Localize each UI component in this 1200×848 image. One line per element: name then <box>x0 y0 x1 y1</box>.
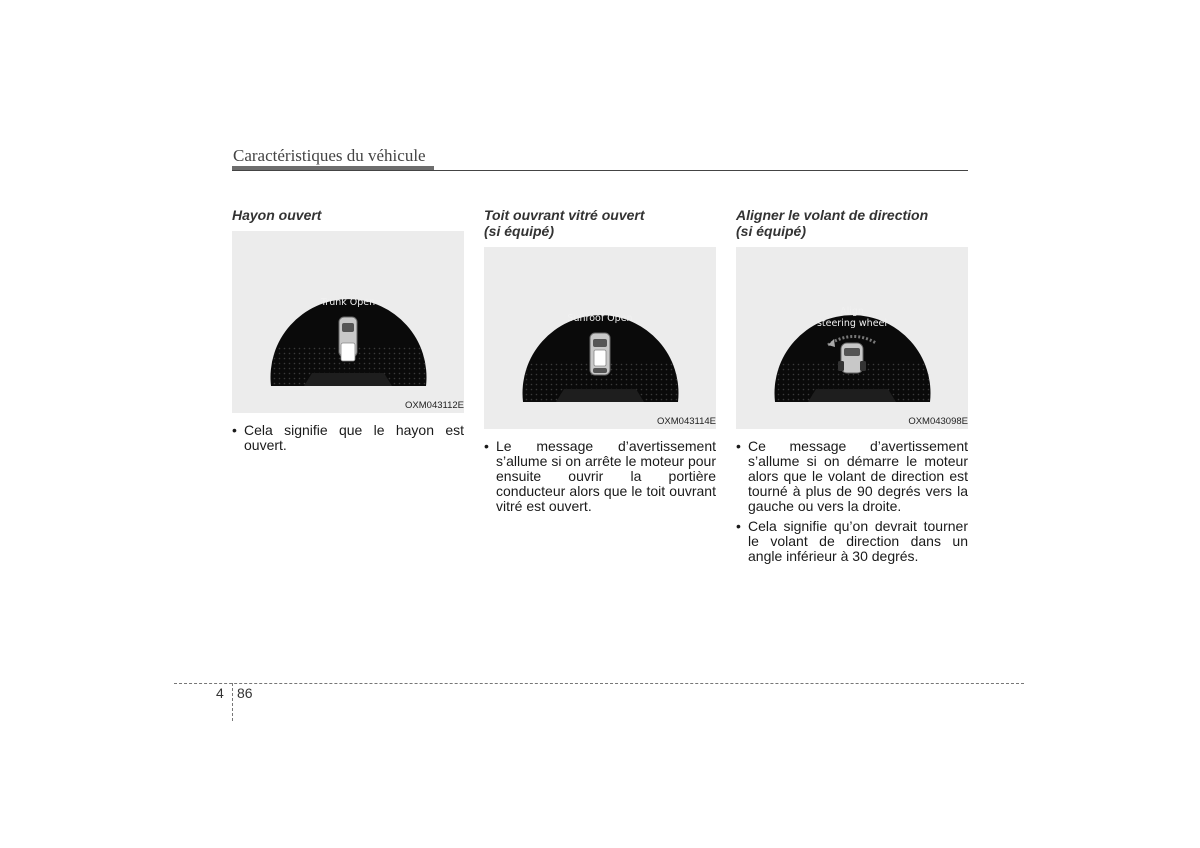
heading-line: (si équipé) <box>484 223 555 239</box>
cluster-display <box>484 247 716 429</box>
heading-line: (si équipé) <box>736 223 807 239</box>
bullet-list <box>232 423 464 453</box>
column-toit-ouvrant <box>484 207 716 519</box>
car-open-sunroof-icon <box>590 333 610 375</box>
figure-code: OXM043112E <box>405 400 464 411</box>
bullet-item: • Cela signifie que le hayon est ouvert. <box>232 423 464 453</box>
heading-line: Toit ouvrant vitré ouvert <box>484 207 645 223</box>
column-hayon-ouvert <box>232 207 464 458</box>
figure-code: OXM043114E <box>657 416 716 427</box>
heading-line: Hayon ouvert <box>232 207 322 223</box>
display-message: Trunk Open <box>320 297 376 308</box>
cluster-display <box>736 247 968 429</box>
heading-line: Aligner le volant de direction <box>736 207 929 223</box>
cluster-display <box>232 231 464 413</box>
bullet-item: • Cela signifie qu’on devrait tourner le volant de direction dans un angle inférieur à 30 degrés. <box>736 519 968 564</box>
display-message-line-2: steering wheel <box>816 318 888 329</box>
display-message: Sunroof Open <box>567 313 633 324</box>
bullet-item: • Le message d’avertissement s’allume si on arrête le moteur pour ensuite ouvrir la portière conducteur alors que le toit ouvrant vitré est ouvert. <box>484 439 716 514</box>
car-open-trunk-icon <box>339 317 357 361</box>
cluster-figure <box>736 247 968 429</box>
chapter-number: 4 <box>216 685 224 701</box>
section-title: Caractéristiques du véhicule <box>233 146 426 165</box>
column-heading <box>232 207 464 223</box>
header-rule-thin <box>232 170 968 171</box>
page-number: 86 <box>237 685 253 701</box>
bullet-list <box>736 439 968 564</box>
display-message-line-1: Align <box>840 306 864 317</box>
column-heading <box>484 207 716 239</box>
column-aligner-volant <box>736 207 968 569</box>
footer-divider <box>232 683 233 721</box>
cluster-figure <box>232 231 464 413</box>
cluster-figure <box>484 247 716 429</box>
bullet-list <box>484 439 716 514</box>
footer-rule <box>174 683 1024 684</box>
figure-code: OXM043098E <box>908 416 968 427</box>
bullet-item: • Ce message d’avertissement s’allume si on démarre le moteur alors que le volant de direction est tourné à plus de 90 degrés vers la gauche ou vers la droite. <box>736 439 968 514</box>
column-heading <box>736 207 968 239</box>
